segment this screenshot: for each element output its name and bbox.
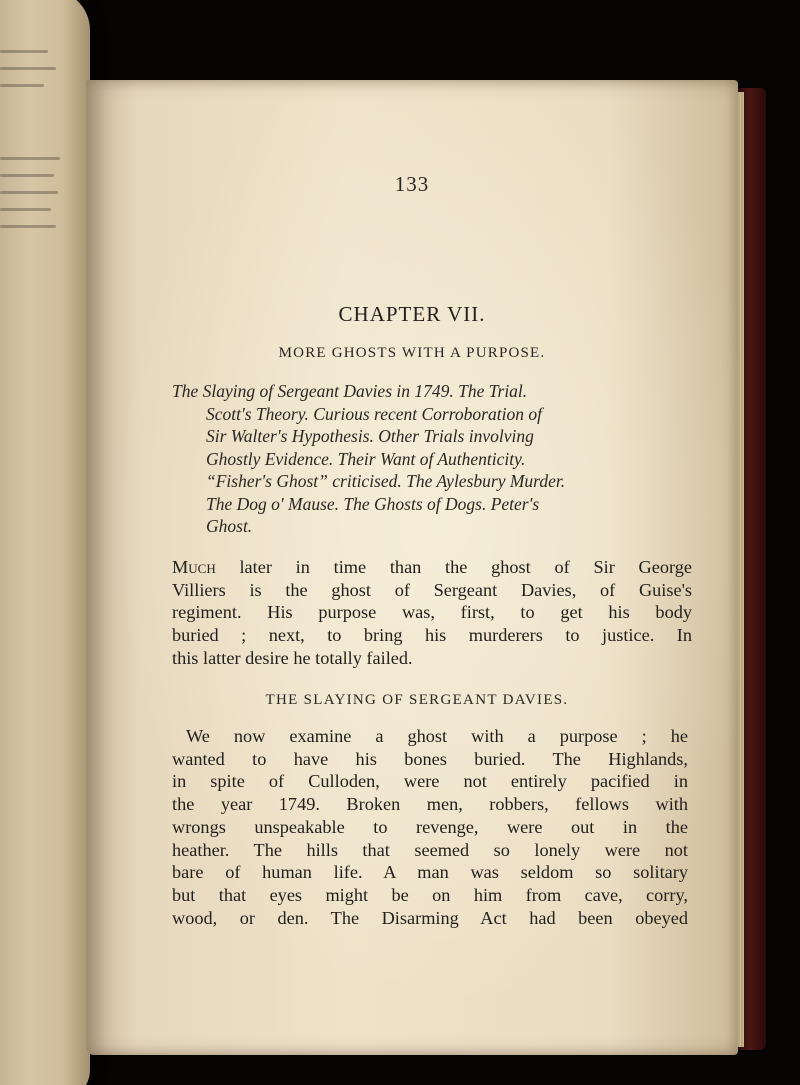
paragraph-line: regiment. His purpose was, first, to get his body	[172, 602, 692, 623]
synopsis-line: Ghostly Evidence. Their Want of Authenticity.	[206, 448, 526, 469]
paragraph-line: Villiers is the ghost of Sergeant Davies, of Guise's	[172, 579, 692, 600]
paragraph-line: We now examine a ghost with a purpose ; he	[186, 726, 688, 746]
paragraph-line: in spite of Culloden, were not entirely pacified in	[172, 771, 688, 792]
section-heading: THE SLAYING OF SERGEANT DAVIES.	[265, 692, 569, 708]
synopsis-line: “Fisher's Ghost” criticised. The Aylesbury Murder.	[206, 471, 566, 491]
paragraph-line: bare of human life. A man was seldom so solitary	[172, 862, 688, 883]
synopsis-line: The Dog o' Mause. The Ghosts of Dogs. Peter's	[206, 493, 540, 514]
paragraph-line	[172, 556, 692, 579]
paragraph-line-text: later in time than the ghost of Sir George	[215, 557, 692, 577]
paragraph-line: buried ; next, to bring his murderers to justice. In	[172, 625, 692, 646]
synopsis-line: Sir Walter's Hypothesis. Other Trials involving	[206, 426, 534, 446]
paragraph-line: the year 1749. Broken men, robbers, fellows with	[172, 794, 688, 815]
synopsis-line: The Slaying of Sergeant Davies in 1749. The Trial.	[172, 381, 528, 401]
chapter-title: CHAPTER VII.	[338, 302, 486, 326]
synopsis-line: Scott's Theory. Curious recent Corroboration of	[206, 403, 542, 424]
paragraph-line: heather. The hills that seemed so lonely were not	[172, 839, 688, 860]
paragraph-line: wood, or den. The Disarming Act had been obeyed	[172, 907, 688, 928]
intro-paragraph	[172, 556, 692, 670]
previous-page-curl	[0, 0, 90, 1085]
bleed-through-text	[0, 50, 80, 242]
section-paragraph	[172, 725, 688, 929]
synopsis-line: Ghost.	[206, 516, 253, 536]
paragraph-line: this latter desire he totally failed.	[172, 647, 413, 668]
chapter-subtitle: MORE GHOSTS WITH A PURPOSE.	[278, 345, 546, 361]
lead-word: Much	[172, 557, 216, 577]
paragraph-line: but that eyes might be on him from cave, corry,	[172, 884, 688, 905]
paragraph-line: wrongs unspeakable to revenge, were out in the	[172, 816, 688, 837]
paragraph-line: wanted to have his bones buried. The Highlands,	[172, 748, 688, 769]
book-page	[86, 80, 738, 1055]
chapter-synopsis	[172, 380, 622, 538]
page-number: 133	[394, 172, 430, 196]
